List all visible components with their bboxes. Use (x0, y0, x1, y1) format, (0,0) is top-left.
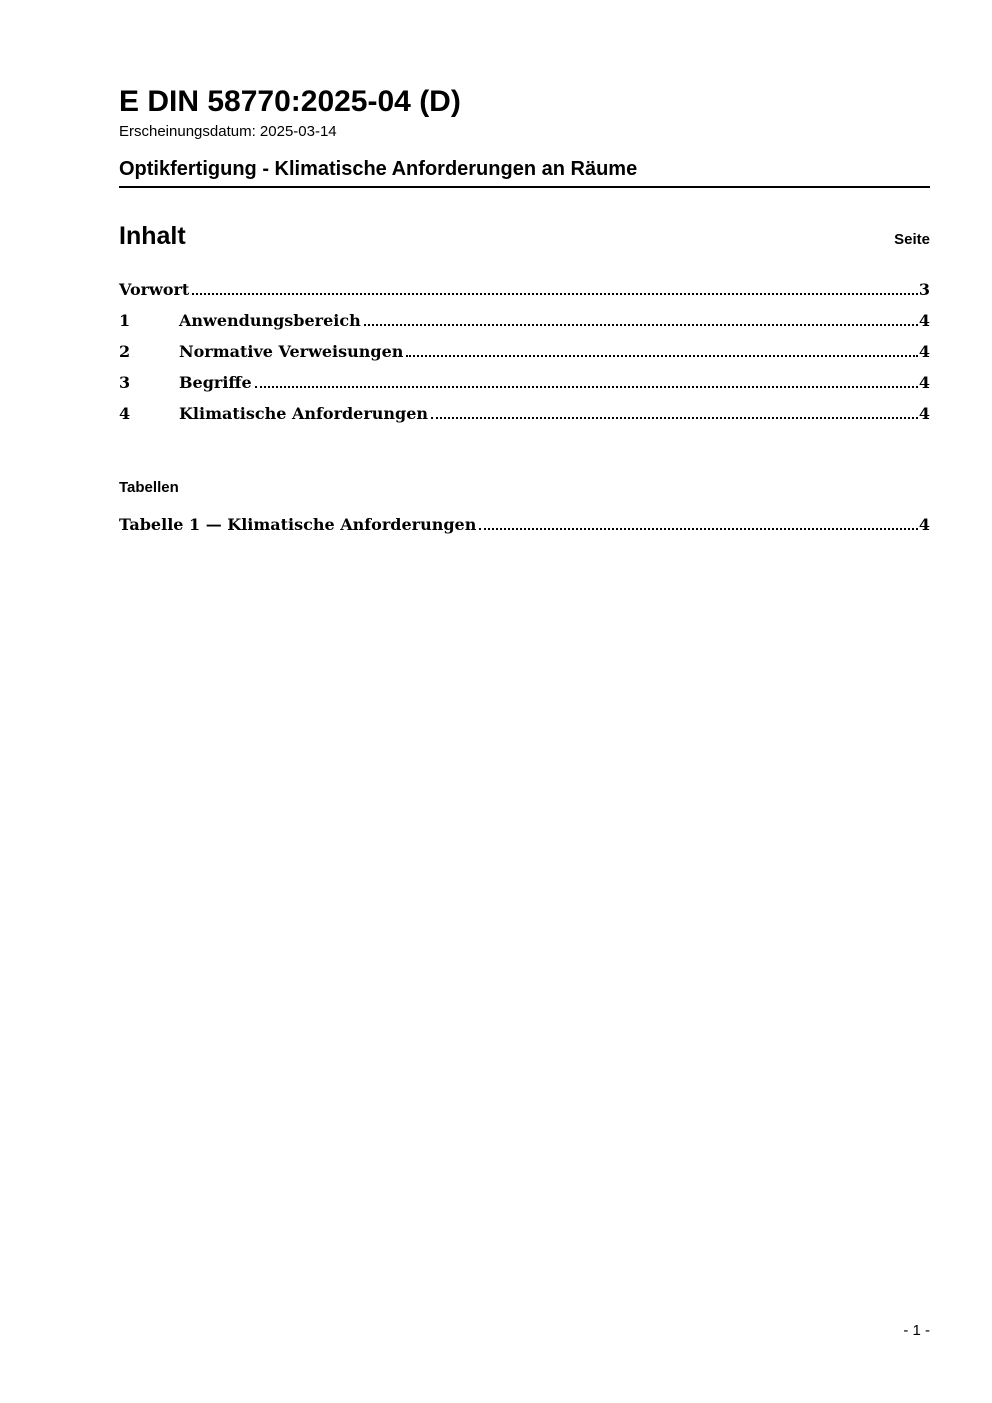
toc-entry-page: 4 (918, 404, 930, 423)
toc-entry[interactable] (119, 281, 930, 298)
toc-leader-dots (406, 355, 917, 357)
toc-entry-label: Anwendungsbereich (179, 311, 361, 330)
document-title-block (119, 158, 930, 188)
toc-entry-number: 4 (119, 404, 131, 423)
toc-list (119, 281, 930, 436)
toc-entry-label: Klimatische Anforderungen (179, 404, 429, 423)
toc-entry[interactable] (119, 343, 930, 360)
toc-entry-page: 4 (918, 342, 930, 361)
toc-leader-dots (479, 528, 918, 530)
toc-leader-dots (431, 417, 918, 419)
toc-entry[interactable] (119, 405, 930, 422)
toc-entry-number: 3 (119, 373, 131, 392)
toc-entry-page: 3 (918, 280, 930, 299)
toc-entry-page: 4 (918, 515, 930, 534)
toc-leader-dots (364, 324, 918, 326)
page-number-footer: - 1 - (903, 1322, 930, 1339)
page-column-label: Seite (894, 231, 930, 248)
document-header (119, 86, 930, 140)
toc-leader-dots (255, 386, 918, 388)
toc-entry[interactable] (119, 516, 930, 533)
release-date: Erscheinungsdatum: 2025-03-14 (119, 122, 337, 140)
contents-heading: Inhalt (119, 222, 186, 250)
document-title: Optikfertigung - Klimatische Anforderungen an Räume (119, 158, 638, 180)
toc-entry-number: 2 (119, 342, 131, 361)
toc-entry-number: 1 (119, 311, 131, 330)
toc-entry-label: Normative Verweisungen (179, 342, 404, 361)
toc-entry-page: 4 (918, 373, 930, 392)
toc-entry-label: Vorwort (119, 280, 190, 299)
toc-entry-label: Tabelle 1 — Klimatische Anforderungen (119, 515, 477, 534)
tables-toc-list (119, 516, 930, 547)
contents-heading-row (119, 222, 930, 251)
toc-entry-label: Begriffe (179, 373, 252, 392)
tables-section-heading: Tabellen (119, 479, 179, 496)
toc-entry-page: 4 (918, 311, 930, 330)
toc-entry[interactable] (119, 374, 930, 391)
toc-entry[interactable] (119, 312, 930, 329)
document-code: E DIN 58770:2025-04 (D) (119, 85, 461, 118)
toc-leader-dots (192, 293, 918, 295)
